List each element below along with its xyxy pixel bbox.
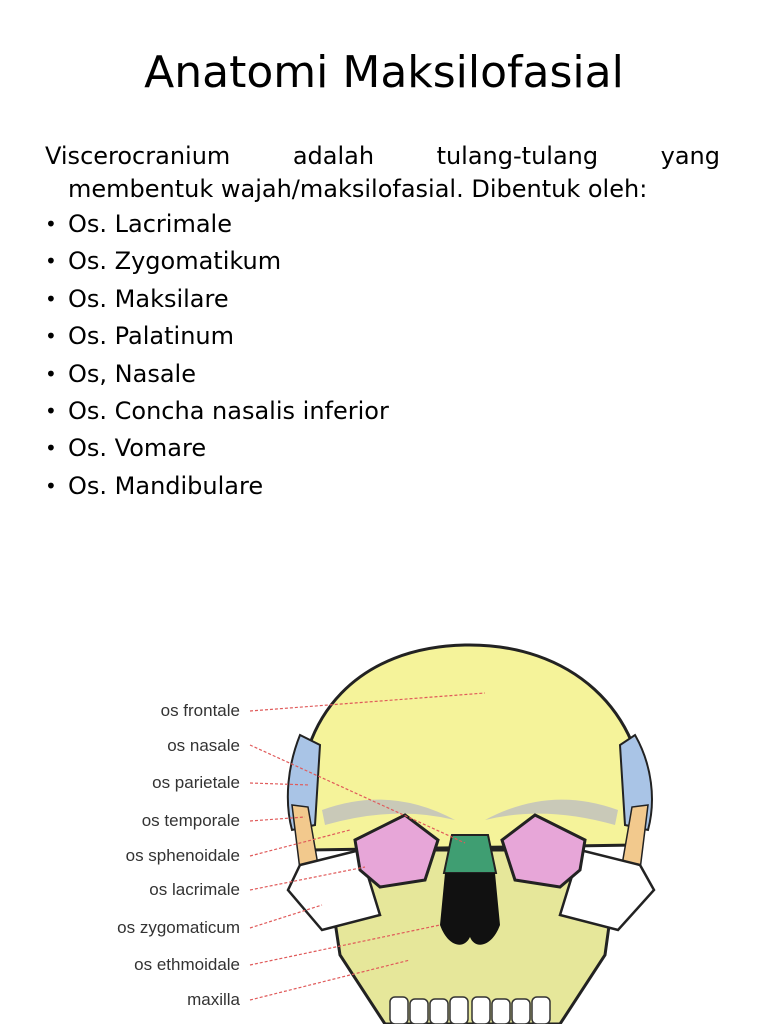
skull-figure	[60, 625, 680, 1024]
bullet-icon: •	[45, 249, 57, 274]
intro-paragraph	[45, 140, 720, 206]
list-item-text: Os. Lacrimale	[68, 210, 232, 238]
intro-word: Viscerocranium	[45, 142, 231, 170]
label-os-parietale: os parietale	[152, 773, 240, 792]
intro-word: yang	[660, 142, 720, 170]
list-item	[45, 393, 720, 430]
bullet-icon: •	[45, 286, 57, 311]
bullet-icon: •	[45, 436, 57, 461]
label-os-zygomaticum: os zygomaticum	[117, 918, 240, 937]
bullet-icon: •	[45, 212, 57, 236]
list-item-text: Os. Zygomatikum	[68, 247, 282, 276]
bullet-icon: •	[45, 473, 57, 498]
list-item-text: Os, Nasale	[68, 359, 196, 388]
list-item	[45, 206, 720, 243]
nasal-cavity-shape	[440, 873, 500, 945]
bullet-icon: •	[45, 361, 57, 386]
intro-word: tulang-tulang	[436, 142, 599, 170]
list-item	[45, 356, 720, 393]
bullet-icon: •	[45, 399, 57, 424]
nasal-bone-shape	[444, 835, 496, 873]
slide-title: Anatomi Maksilofasial	[144, 47, 624, 98]
intro-line-2: membentuk wajah/maksilofasial. Dibentuk oleh:	[68, 175, 648, 203]
label-os-temporale: os temporale	[141, 811, 240, 830]
label-os-ethmoidale: os ethmoidale	[134, 955, 240, 974]
list-item-text: Os. Palatinum	[68, 322, 235, 351]
bone-list	[45, 206, 720, 505]
list-item	[45, 430, 720, 467]
list-item	[45, 318, 720, 355]
bullet-icon: •	[45, 324, 57, 349]
list-item-text: Os. Maksilare	[68, 284, 229, 313]
list-item	[45, 281, 720, 318]
label-os-sphenoidale: os sphenoidale	[125, 846, 240, 865]
list-item-text: Os. Mandibulare	[68, 471, 264, 500]
label-maxilla: maxilla	[187, 990, 240, 1009]
list-item-text: Os. Concha nasalis inferior	[68, 397, 389, 426]
list-item-text: Os. Vomare	[68, 434, 207, 463]
label-os-lacrimale: os lacrimale	[149, 880, 240, 899]
label-os-nasale: os nasale	[167, 736, 240, 755]
intro-word: adalah	[292, 142, 375, 170]
list-item	[45, 468, 720, 505]
label-os-frontale: os frontale	[160, 701, 240, 720]
intro-line-1	[45, 140, 720, 173]
list-item	[45, 243, 720, 280]
